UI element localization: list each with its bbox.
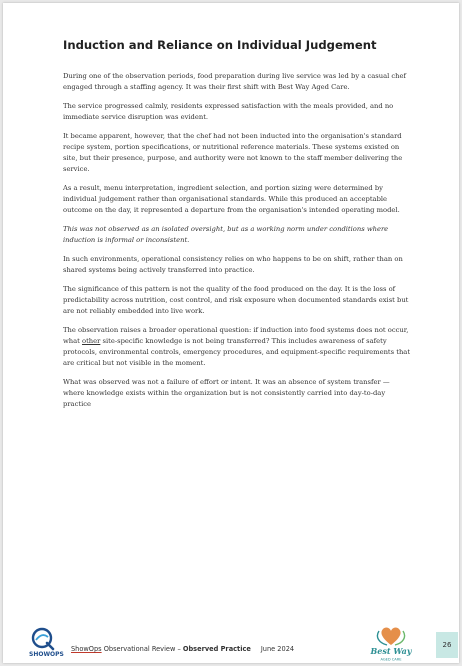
page-number: 26 (436, 632, 458, 658)
showops-logo (28, 626, 66, 658)
section-heading: Induction and Reliance on Individual Judgement (63, 38, 377, 52)
paragraph-8 (63, 325, 413, 369)
document-page (3, 3, 459, 663)
paragraph-1: During one of the observation periods, food preparation during live service was led by a casual chef engaged through a staffing agency. It was their first shift with Best Way Aged Care. (63, 72, 407, 91)
best-way-aged-care-logo (369, 623, 413, 663)
paragraph-6: In such environments, operational consistency relies on who happens to be on shift, rather than on shared systems being actively transferred into practice. (63, 255, 403, 274)
showops-logo-text: SHOWOPS (29, 651, 64, 658)
paragraph-5-italic: This was not observed as an isolated oversight, but as a working norm under conditions where induction is informal or inconsistent. (63, 225, 389, 244)
paragraph-4: As a result, menu interpretation, ingredient selection, and portion sizing were determined by individual judgement rather than organisational standards. While this produced an acceptable outcome on the day, it represented a departure from the organisation's intended operating model. (63, 184, 400, 214)
footer-date: June 2024 (260, 645, 295, 653)
footer-brand: ShowOps (71, 645, 102, 653)
paragraph-3: It became apparent, however, that the chef had not been inducted into the organisation's standard recipe system, portion specifications, or nutritional reference materials. These systems existed on site, but their presence, purpose, and authority were not known to the staff member delivering the service. (63, 132, 403, 173)
footer-report-title: Observational Review – (101, 645, 183, 653)
paragraph-8-link[interactable]: other (82, 337, 101, 345)
footer-section: Observed Practice (182, 645, 251, 653)
page-footer (3, 603, 459, 663)
paragraph-7: The significance of this pattern is not the quality of the food produced on the day. It is the loss of predictability across nutrition, cost control, and risk exposure when documented standards exist but are not reliably embedded into live work. (63, 285, 409, 315)
aged-care-logo-text: AGED CARE (380, 657, 402, 662)
paragraph-9: What was observed was not a failure of effort or intent. It was an absence of system transfer — where knowledge exists within the organization but is not consistently carried into day-to-day practice (63, 378, 390, 408)
paragraph-8-after: site-specific knowledge is not being transferred? This includes awareness of safety protocols, environmental controls, emergency procedures, and equipment-specific requirements that are critical but not visible in the moment. (63, 337, 411, 367)
best-way-logo-text: Best Way (370, 646, 412, 656)
paragraph-8-before: The observation raises a broader operational question: if induction into food systems does not occur, what (63, 326, 409, 345)
body-text (63, 71, 413, 418)
paragraph-2: The service progressed calmly, residents expressed satisfaction with the meals provided, and no immediate service disruption was evident. (63, 102, 394, 121)
footer-caption (71, 645, 294, 653)
